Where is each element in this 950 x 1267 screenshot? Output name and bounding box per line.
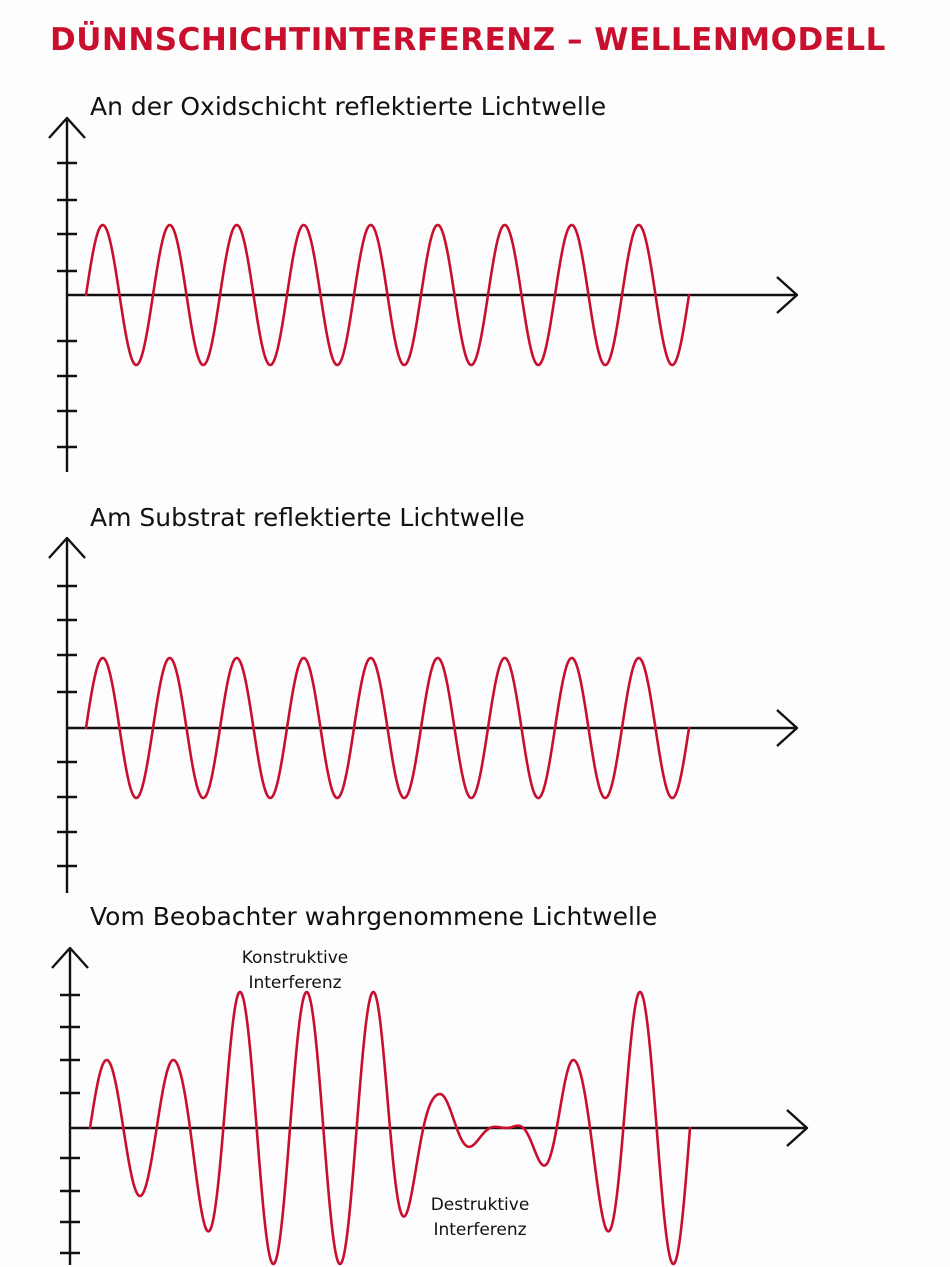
page-title: DÜNNSCHICHTINTERFERENZ – WELLENMODELL (50, 22, 886, 58)
annotation-destructive-line2: Interferenz (433, 1220, 527, 1240)
annotation-constructive-line1: Konstruktive (241, 948, 349, 968)
panel-title-oxide: An der Oxidschicht reflektierte Lichtwelle (90, 92, 607, 121)
panel-title-substrate: Am Substrat reflektierte Lichtwelle (90, 503, 525, 532)
panel-oxide-wave (49, 118, 797, 472)
annotation-destructive-line1: Destruktive (430, 1195, 530, 1215)
panel-observed-wave (52, 948, 807, 1265)
annotation-constructive-line2: Interferenz (248, 973, 342, 993)
panel-title-observed: Vom Beobachter wahrgenommene Lichtwelle (90, 902, 658, 931)
panel-substrate-wave (49, 538, 797, 893)
